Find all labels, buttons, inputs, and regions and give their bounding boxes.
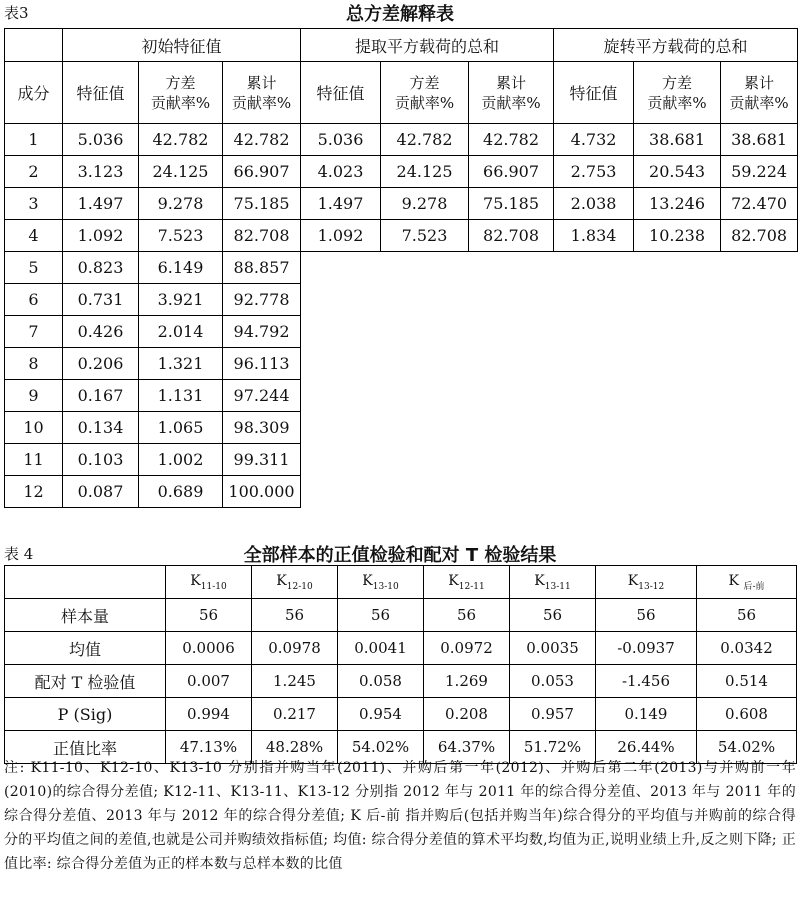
empty-cell bbox=[634, 348, 721, 380]
value-cell: 0.823 bbox=[63, 252, 139, 284]
table-row bbox=[5, 252, 798, 284]
value-cell: 0.134 bbox=[63, 412, 139, 444]
group-header-extraction: 提取平方载荷的总和 bbox=[301, 29, 554, 62]
col-header-variance: 方差 贡献率% bbox=[139, 62, 223, 124]
empty-cell bbox=[301, 444, 381, 476]
col-header-variance: 方差 贡献率% bbox=[381, 62, 469, 124]
value-cell: 100.000 bbox=[223, 476, 301, 508]
empty-cell bbox=[554, 476, 634, 508]
table-row bbox=[5, 124, 798, 156]
value-cell: 99.311 bbox=[223, 444, 301, 476]
value-cell: 0.514 bbox=[697, 665, 797, 698]
value-cell: 7.523 bbox=[139, 220, 223, 252]
value-cell: 26.44% bbox=[596, 731, 697, 764]
value-cell: 2.753 bbox=[554, 156, 634, 188]
value-cell: 64.37% bbox=[424, 731, 510, 764]
value-cell: 0.0035 bbox=[510, 632, 596, 665]
value-cell: 72.470 bbox=[721, 188, 798, 220]
value-cell: 1.065 bbox=[139, 412, 223, 444]
value-cell: 0.167 bbox=[63, 380, 139, 412]
component-cell: 4 bbox=[5, 220, 63, 252]
value-cell: 0.208 bbox=[424, 698, 510, 731]
value-cell: 97.244 bbox=[223, 380, 301, 412]
value-cell: 4.023 bbox=[301, 156, 381, 188]
empty-cell bbox=[634, 380, 721, 412]
empty-cell bbox=[469, 284, 554, 316]
value-cell: 47.13% bbox=[166, 731, 252, 764]
table-row bbox=[5, 665, 797, 698]
value-cell: 0.0978 bbox=[252, 632, 338, 665]
value-cell: 66.907 bbox=[223, 156, 301, 188]
value-cell: 0.217 bbox=[252, 698, 338, 731]
value-cell: 24.125 bbox=[381, 156, 469, 188]
empty-cell bbox=[469, 380, 554, 412]
value-cell: 0.058 bbox=[338, 665, 424, 698]
value-cell: 56 bbox=[424, 599, 510, 632]
empty-cell bbox=[554, 380, 634, 412]
value-cell: 0.994 bbox=[166, 698, 252, 731]
value-cell: -0.0937 bbox=[596, 632, 697, 665]
table4-label: 表 4 bbox=[4, 545, 34, 563]
value-cell: 42.782 bbox=[381, 124, 469, 156]
empty-cell bbox=[469, 348, 554, 380]
value-cell: 0.689 bbox=[139, 476, 223, 508]
value-cell: 56 bbox=[252, 599, 338, 632]
value-cell: 5.036 bbox=[63, 124, 139, 156]
value-cell: 0.426 bbox=[63, 316, 139, 348]
value-cell: 1.245 bbox=[252, 665, 338, 698]
row-header: 均值 bbox=[5, 632, 166, 665]
value-cell: 0.053 bbox=[510, 665, 596, 698]
corner-cell bbox=[5, 566, 166, 599]
value-cell: 1.002 bbox=[139, 444, 223, 476]
group-header-initial: 初始特征值 bbox=[63, 29, 301, 62]
empty-cell bbox=[634, 284, 721, 316]
table-row bbox=[5, 188, 798, 220]
empty-cell bbox=[721, 284, 798, 316]
component-cell: 12 bbox=[5, 476, 63, 508]
empty-cell bbox=[721, 476, 798, 508]
empty-cell bbox=[301, 380, 381, 412]
row-header: P (Sig) bbox=[5, 698, 166, 731]
value-cell: 38.681 bbox=[634, 124, 721, 156]
table-note: 注: K11-10、K12-10、K13-10 分别指并购当年(2011)、并购后第一年(2012)、并购后第二年(2013)与并购前一年(2010)的综合得分差值; K12-11、K13-11、K13-12 分别指 2012 年与 2011 年的综合得分差值、2013 年与 2011 年的综合得分差值、2013 年与 2012 年的综合得分差值; K 后-前 指并购后(包括并购当年)综合得分的平均值与并购前的综合得分的平均值之间的差值,也就是公司并购绩效指标值; 均值: 综合得分差值的算术平均数,均值为正,说明业绩上升,反之则下降; 正值比率: 综合得分差值为正的样本数与总样本数的比值 bbox=[4, 760, 796, 872]
component-cell: 10 bbox=[5, 412, 63, 444]
table3-title: 总方差解释表 bbox=[346, 4, 454, 25]
value-cell: -1.456 bbox=[596, 665, 697, 698]
value-cell: 1.834 bbox=[554, 220, 634, 252]
component-cell: 1 bbox=[5, 124, 63, 156]
value-cell: 0.731 bbox=[63, 284, 139, 316]
value-cell: 20.543 bbox=[634, 156, 721, 188]
table-row bbox=[5, 284, 798, 316]
value-cell: 54.02% bbox=[338, 731, 424, 764]
value-cell: 56 bbox=[697, 599, 797, 632]
value-cell: 51.72% bbox=[510, 731, 596, 764]
col-header-eigenvalue: 特征值 bbox=[301, 62, 381, 124]
variance-explained-table bbox=[4, 28, 798, 508]
empty-cell bbox=[469, 444, 554, 476]
col-header-k: $K_{12-11}$ bbox=[424, 566, 510, 599]
value-cell: 13.246 bbox=[634, 188, 721, 220]
empty-cell bbox=[554, 252, 634, 284]
value-cell: 56 bbox=[510, 599, 596, 632]
value-cell: 98.309 bbox=[223, 412, 301, 444]
value-cell: 96.113 bbox=[223, 348, 301, 380]
col-header-eigenvalue: 特征值 bbox=[63, 62, 139, 124]
empty-cell bbox=[381, 348, 469, 380]
value-cell: 0.103 bbox=[63, 444, 139, 476]
component-cell: 11 bbox=[5, 444, 63, 476]
col-header-cumulative: 累计 贡献率% bbox=[223, 62, 301, 124]
value-cell: 0.007 bbox=[166, 665, 252, 698]
table-row bbox=[5, 632, 797, 665]
table-row bbox=[5, 380, 798, 412]
corner-cell bbox=[5, 29, 63, 62]
value-cell: 66.907 bbox=[469, 156, 554, 188]
empty-cell bbox=[634, 412, 721, 444]
value-cell: 0.0342 bbox=[697, 632, 797, 665]
table-row bbox=[5, 698, 797, 731]
col-header-k: $K_{11-10}$ bbox=[166, 566, 252, 599]
component-cell: 6 bbox=[5, 284, 63, 316]
empty-cell bbox=[301, 316, 381, 348]
empty-cell bbox=[469, 252, 554, 284]
empty-cell bbox=[301, 348, 381, 380]
empty-cell bbox=[301, 476, 381, 508]
empty-cell bbox=[381, 412, 469, 444]
value-cell: 38.681 bbox=[721, 124, 798, 156]
value-cell: 7.523 bbox=[381, 220, 469, 252]
empty-cell bbox=[381, 252, 469, 284]
value-cell: 56 bbox=[338, 599, 424, 632]
empty-cell bbox=[554, 412, 634, 444]
table-row bbox=[5, 220, 798, 252]
empty-cell bbox=[634, 252, 721, 284]
value-cell: 2.038 bbox=[554, 188, 634, 220]
empty-cell bbox=[721, 380, 798, 412]
group-header-rotation: 旋转平方载荷的总和 bbox=[554, 29, 798, 62]
value-cell: 54.02% bbox=[697, 731, 797, 764]
value-cell: 5.036 bbox=[301, 124, 381, 156]
value-cell: 4.732 bbox=[554, 124, 634, 156]
col-header-k: K $_{后-前}$ bbox=[697, 566, 797, 599]
empty-cell bbox=[554, 348, 634, 380]
value-cell: 1.131 bbox=[139, 380, 223, 412]
value-cell: 1.321 bbox=[139, 348, 223, 380]
value-cell: 42.782 bbox=[223, 124, 301, 156]
empty-cell bbox=[554, 316, 634, 348]
empty-cell bbox=[381, 284, 469, 316]
value-cell: 0.0972 bbox=[424, 632, 510, 665]
empty-cell bbox=[469, 412, 554, 444]
empty-cell bbox=[469, 476, 554, 508]
table-row bbox=[5, 156, 798, 188]
row-header: 正值比率 bbox=[5, 731, 166, 764]
value-cell: 48.28% bbox=[252, 731, 338, 764]
empty-cell bbox=[634, 444, 721, 476]
col-header-k: $K_{13-12}$ bbox=[596, 566, 697, 599]
value-cell: 0.954 bbox=[338, 698, 424, 731]
empty-cell bbox=[554, 284, 634, 316]
empty-cell bbox=[301, 284, 381, 316]
value-cell: 92.778 bbox=[223, 284, 301, 316]
empty-cell bbox=[469, 316, 554, 348]
table3-label: 表3 bbox=[4, 4, 29, 22]
col-header-variance: 方差 贡献率% bbox=[634, 62, 721, 124]
empty-cell bbox=[721, 348, 798, 380]
value-cell: 42.782 bbox=[469, 124, 554, 156]
table-row bbox=[5, 348, 798, 380]
t-test-results-table bbox=[4, 565, 797, 764]
value-cell: 0.149 bbox=[596, 698, 697, 731]
component-cell: 8 bbox=[5, 348, 63, 380]
col-header-k: $K_{13-11}$ bbox=[510, 566, 596, 599]
value-cell: 0.0041 bbox=[338, 632, 424, 665]
empty-cell bbox=[721, 412, 798, 444]
value-cell: 82.708 bbox=[721, 220, 798, 252]
value-cell: 3.921 bbox=[139, 284, 223, 316]
value-cell: 1.092 bbox=[63, 220, 139, 252]
value-cell: 1.497 bbox=[63, 188, 139, 220]
col-header-component: 成分 bbox=[5, 62, 63, 124]
table4-title: 全部样本的正值检验和配对 T 检验结果 bbox=[243, 545, 557, 566]
component-cell: 2 bbox=[5, 156, 63, 188]
value-cell: 10.238 bbox=[634, 220, 721, 252]
col-header-eigenvalue: 特征值 bbox=[554, 62, 634, 124]
value-cell: 59.224 bbox=[721, 156, 798, 188]
value-cell: 1.497 bbox=[301, 188, 381, 220]
empty-cell bbox=[381, 316, 469, 348]
empty-cell bbox=[634, 476, 721, 508]
component-cell: 9 bbox=[5, 380, 63, 412]
value-cell: 82.708 bbox=[469, 220, 554, 252]
value-cell: 88.857 bbox=[223, 252, 301, 284]
component-cell: 3 bbox=[5, 188, 63, 220]
col-header-k: $K_{13-10}$ bbox=[338, 566, 424, 599]
value-cell: 3.123 bbox=[63, 156, 139, 188]
empty-cell bbox=[381, 380, 469, 412]
value-cell: 75.185 bbox=[223, 188, 301, 220]
value-cell: 0.0006 bbox=[166, 632, 252, 665]
value-cell: 9.278 bbox=[139, 188, 223, 220]
empty-cell bbox=[554, 444, 634, 476]
empty-cell bbox=[721, 252, 798, 284]
empty-cell bbox=[634, 316, 721, 348]
component-cell: 7 bbox=[5, 316, 63, 348]
table-row bbox=[5, 476, 798, 508]
row-header: 样本量 bbox=[5, 599, 166, 632]
value-cell: 0.608 bbox=[697, 698, 797, 731]
empty-cell bbox=[381, 444, 469, 476]
empty-cell bbox=[381, 476, 469, 508]
table-row bbox=[5, 599, 797, 632]
value-cell: 42.782 bbox=[139, 124, 223, 156]
value-cell: 0.206 bbox=[63, 348, 139, 380]
empty-cell bbox=[721, 316, 798, 348]
col-header-cumulative: 累计 贡献率% bbox=[721, 62, 798, 124]
component-cell: 5 bbox=[5, 252, 63, 284]
value-cell: 24.125 bbox=[139, 156, 223, 188]
empty-cell bbox=[721, 444, 798, 476]
value-cell: 9.278 bbox=[381, 188, 469, 220]
col-header-k: $K_{12-10}$ bbox=[252, 566, 338, 599]
value-cell: 56 bbox=[166, 599, 252, 632]
table-row bbox=[5, 316, 798, 348]
value-cell: 0.957 bbox=[510, 698, 596, 731]
value-cell: 1.092 bbox=[301, 220, 381, 252]
value-cell: 56 bbox=[596, 599, 697, 632]
value-cell: 75.185 bbox=[469, 188, 554, 220]
value-cell: 0.087 bbox=[63, 476, 139, 508]
row-header: 配对 T 检验值 bbox=[5, 665, 166, 698]
value-cell: 6.149 bbox=[139, 252, 223, 284]
col-header-cumulative: 累计 贡献率% bbox=[469, 62, 554, 124]
value-cell: 1.269 bbox=[424, 665, 510, 698]
empty-cell bbox=[301, 252, 381, 284]
table-row bbox=[5, 444, 798, 476]
value-cell: 2.014 bbox=[139, 316, 223, 348]
value-cell: 82.708 bbox=[223, 220, 301, 252]
value-cell: 94.792 bbox=[223, 316, 301, 348]
table-row bbox=[5, 412, 798, 444]
empty-cell bbox=[301, 412, 381, 444]
